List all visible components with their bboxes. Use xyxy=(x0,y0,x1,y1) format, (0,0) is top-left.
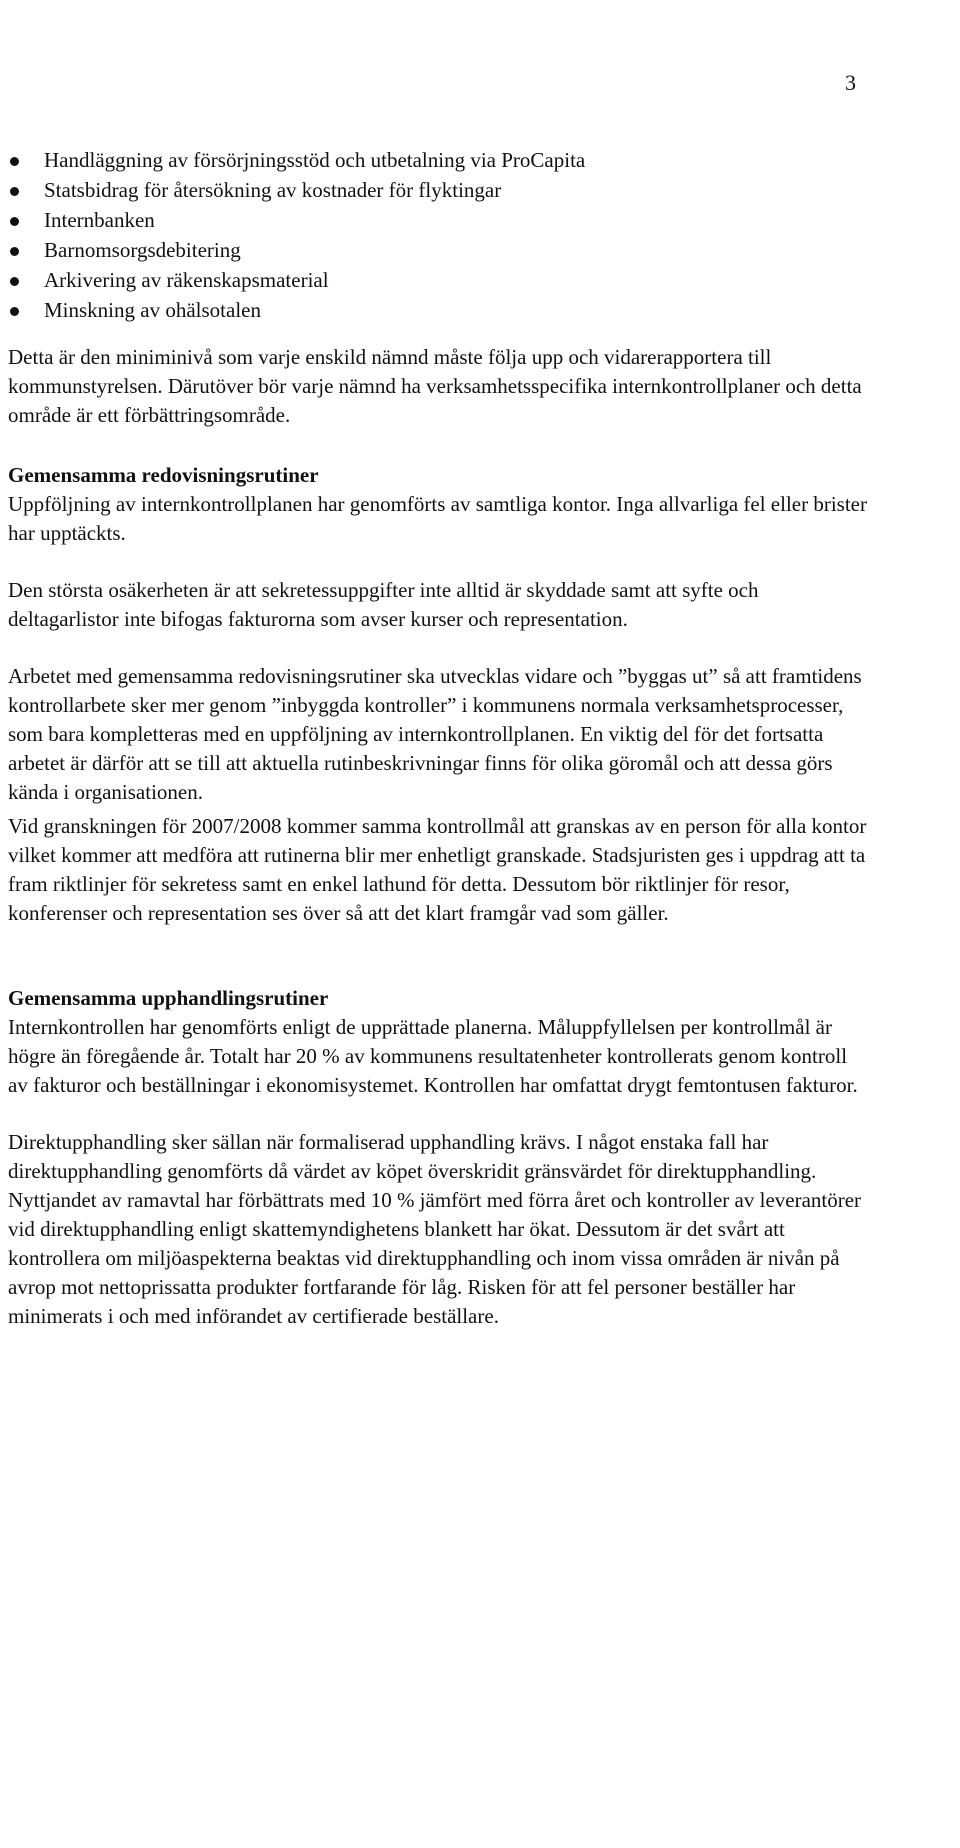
list-item: Handläggning av försörjningsstöd och utbetalning via ProCapita xyxy=(8,146,868,176)
document-body xyxy=(8,146,868,1331)
paragraph-osakerhet: Den största osäkerheten är att sekretessuppgifter inte alltid är skyddade samt att syfte och deltagarlistor inte bifogas fakturorna som avser kurser och representation. xyxy=(8,578,759,631)
list-item: Statsbidrag för återsökning av kostnader för flyktingar xyxy=(8,176,868,206)
paragraph-uppfoljning: Uppföljning av internkontrollplanen har genomförts av samtliga kontor. Inga allvarliga fel eller brister har upptäckts. xyxy=(8,492,868,545)
paragraph-granskningen: Vid granskningen för 2007/2008 kommer samma kontrollmål att granskas av en person för alla kontor vilket kommer att medföra att rutinerna blir mer enhetligt granskade. Stadsjuristen ges i uppdrag att ta fram riktlinjer för sekretess samt en enkel lathund för detta. Dessutom bör riktlinjer för resor, konferenser och representation ses över så att det klart framgår vad som gäller. xyxy=(8,814,867,925)
list-item: Internbanken xyxy=(8,206,868,236)
section-heading-redovisningsrutiner: Gemensamma redovisningsrutiner xyxy=(8,463,319,487)
paragraph-direktupphandling: Direktupphandling sker sällan när formaliserad upphandling krävs. I något enstaka fall har direktupphandling genomförts då värdet av köpet överskridit gränsvärdet för direktupphandling. Nyttjandet av ramavtal har förbättrats med 10 % jämfört med förra året och kontroller av leverantörer vid direktupphandling enligt skattemyndighetens blankett har ökat. Dessutom är det svårt att kontrollera om miljöaspekterna beaktas vid direktupphandling och inom vissa områden är nivån på avrop mot nettoprissatta produkter fortfarande för låg. Risken för att fel personer beställer har minimerats i och med införandet av certifierade beställare. xyxy=(8,1130,862,1328)
list-item: Minskning av ohälsotalen xyxy=(8,296,868,326)
page-number: 3 xyxy=(845,70,856,95)
paragraph-miniminiva: Detta är den miniminivå som varje enskild nämnd måste följa upp och vidarerapportera till kommunstyrelsen. Därutöver bör varje nämnd ha verksamhetsspecifika internkontrollplaner och detta område är ett förbättringsområde. xyxy=(8,345,862,427)
list-item: Arkivering av räkenskapsmaterial xyxy=(8,266,868,296)
section-heading-upphandlingsrutiner: Gemensamma upphandlingsrutiner xyxy=(8,986,329,1010)
paragraph-arbetet: Arbetet med gemensamma redovisningsrutiner ska utvecklas vidare och ”byggas ut” så att framtidens kontrollarbete sker mer genom ”inbyggda kontroller” i kommunens normala verksamhetsprocesser, som bara kompletteras med en uppföljning av internkontrollplanen. En viktig del för det fortsatta arbetet är därför att se till att aktuella rutinbeskrivningar finns för olika göromål och att dessa görs kända i organisationen. xyxy=(8,664,862,804)
bullet-list xyxy=(8,146,868,326)
list-item: Barnomsorgsdebitering xyxy=(8,236,868,266)
paragraph-internkontrollen: Internkontrollen har genomförts enligt de upprättade planerna. Måluppfyllelsen per kontrollmål är högre än föregående år. Totalt har 20 % av kommunens resultatenheter kontrollerats genom kontroll av fakturor och beställningar i ekonomisystemet. Kontrollen har omfattat drygt femtontusen fakturor. xyxy=(8,1015,858,1097)
